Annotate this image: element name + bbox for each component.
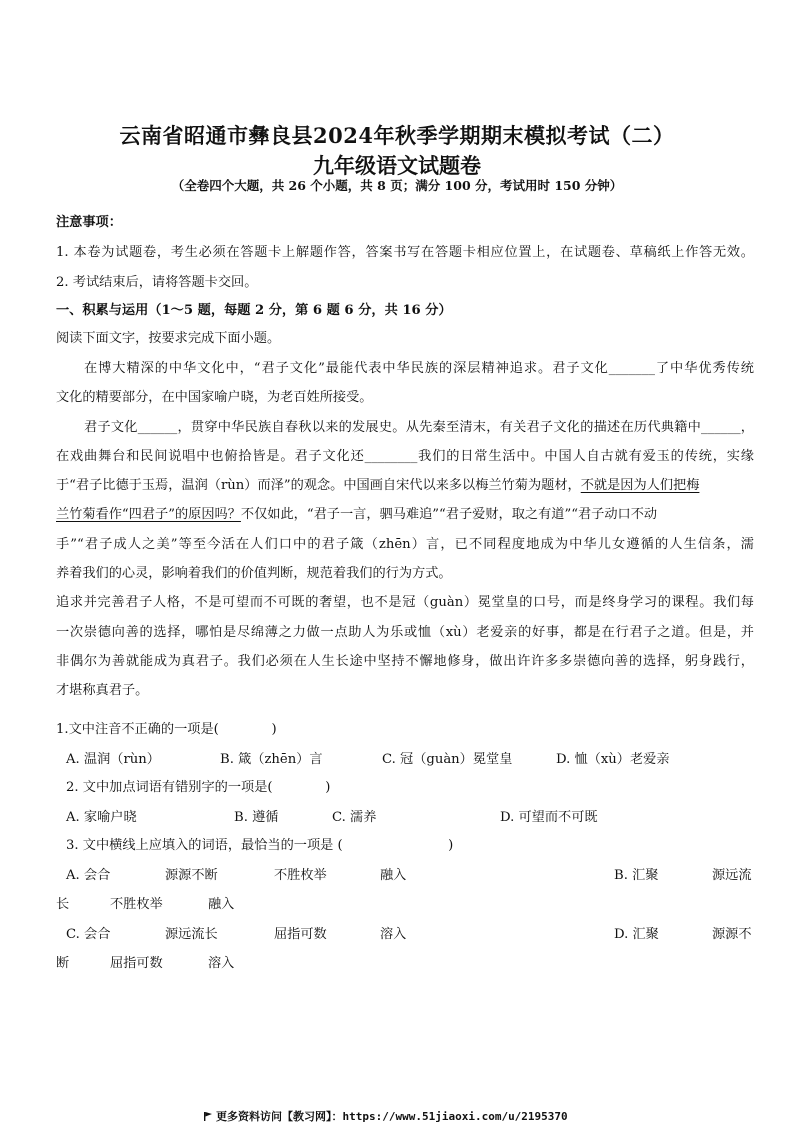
question-2-option-b[interactable]: B. 遵循 (234, 810, 279, 825)
flag-icon (204, 1112, 212, 1121)
underlined-sentence: 兰竹菊看作“四君子”的原因吗？ (56, 507, 241, 522)
question-2-option-c[interactable]: C. 濡养 (332, 810, 377, 825)
exam-title: 云南省昭通市彝良县2024年秋季学期期末模拟考试（二） (119, 123, 675, 148)
notice-item-1: 1. 本卷为试题卷，考生必须在答题卡上解题作答，答案书写在答题卡相应位置上，在试题卷、草稿纸上作答无效。 (56, 245, 754, 260)
question-3-option-a-word: 融入 (380, 868, 407, 883)
exam-subtitle: 九年级语文试题卷 (313, 153, 481, 178)
notice-heading: 注意事项： (56, 215, 122, 230)
question-3-option-c-word: 屈指可数 (274, 927, 327, 942)
question-1-option-c[interactable]: C. 冠（guàn）冕堂皇 (382, 752, 513, 767)
question-3-option-b[interactable]: B. 汇聚 (614, 868, 659, 883)
question-3-option-b-word: 长 (56, 897, 70, 912)
passage-p2-line3 (56, 476, 699, 496)
question-1-stem: 1.文中注音不正确的一项是( ) (56, 722, 277, 737)
passage-p3-line3: 非偶尔为善就能成为真君子。我们必须在人生长途中坚持不懈地修身，做出许许多多崇德向善的选择，躬身践行， (56, 654, 754, 669)
section-heading: 一、积累与运用（1～5 题，每题 2 分，第 6 题 6 分，共 16 分） (56, 303, 452, 318)
footer-link[interactable] (204, 1108, 568, 1124)
question-3-option-c-word: 溶入 (380, 927, 407, 942)
footer-text: 更多资料访问【教习网】：https://www.51jiaoxi.com/u/2195370 (216, 1110, 568, 1123)
question-3-option-d-word: 断 (56, 956, 70, 971)
passage-p3-line2: 一次崇德向善的选择，哪怕是尽绵薄之力做一点助人为乐或恤（xù）老爱亲的好事，都是在行君子之道。但是，并 (56, 625, 754, 640)
passage-p2-line2: 在戏曲舞台和民间说唱中也俯拾皆是。君子文化还________我们的日常生活中。中国人自古就有爱玉的传统，实缘 (56, 449, 754, 464)
passage-p3-line4: 才堪称真君子。 (56, 683, 149, 698)
question-3-option-a-word: 不胜枚举 (274, 868, 327, 883)
question-1-option-d[interactable]: D. 恤（xù）老爱亲 (556, 752, 670, 767)
passage-p2-line5: 手”“君子成人之美”等至今活在人们口中的君子箴（zhēn）言，已不同程度地成为中华儿女遵循的人生信条，濡 (56, 537, 754, 552)
question-2-option-d[interactable]: D. 可望而不可既 (500, 810, 598, 825)
question-3-option-c[interactable]: C. 会合 (66, 927, 111, 942)
question-1-option-b[interactable]: B. 箴（zhēn）言 (220, 752, 323, 767)
reading-instruction: 阅读下面文字，按要求完成下面小题。 (56, 331, 281, 346)
question-3-option-b-word: 融入 (208, 897, 235, 912)
notice-item-2: 2. 考试结束后，请将答题卡交回。 (56, 275, 258, 290)
passage-p1-line2: 文化的精要部分，在中国家喻户晓，为老百姓所接受。 (56, 390, 373, 405)
question-3-option-d-word: 源源不 (712, 927, 752, 942)
question-3-option-a[interactable]: A. 会合 (66, 868, 111, 883)
passage-p2-line4 (56, 505, 657, 525)
passage-p1-line1: 在博大精深的中华文化中，“君子文化”最能代表中华民族的深层精神追求。君子文化_______了中华优秀传统 (84, 361, 754, 376)
question-3-option-a-word: 源源不断 (165, 868, 218, 883)
passage-p2-line1: 君子文化______，贯穿中华民族自春秋以来的发展史。从先秦至清末，有关君子文化的描述在历代典籍中______， (84, 420, 754, 435)
question-3-option-c-word: 源远流长 (165, 927, 218, 942)
question-3-option-b-word: 源远流 (712, 868, 752, 883)
question-3-option-d-word: 屈指可数 (110, 956, 163, 971)
question-3-stem: 3. 文中横线上应填入的词语，最恰当的一项是 ( ) (66, 838, 454, 853)
question-3-option-d[interactable]: D. 汇聚 (614, 927, 659, 942)
passage-p2-line6: 养着我们的心灵，影响着我们的价值判断，规范着我们的行为方式。 (56, 566, 452, 581)
underlined-sentence: 不就是因为人们把梅 (580, 478, 700, 493)
question-2-option-a[interactable]: A. 家喻户晓 (66, 810, 137, 825)
exam-info: （全卷四个大题，共 26 个小题，共 8 页；满分 100 分，考试用时 150 分钟） (171, 178, 623, 193)
passage-p3-line1: 追求并完善君子人格，不是可望而不可既的奢望，也不是冠（guàn）冕堂皇的口号，而是终身学习的课程。我们每 (56, 595, 754, 610)
passage-text: 于“君子比德于玉焉，温润（rùn）而泽”的观念。中国画自宋代以来多以梅兰竹菊为题材， (56, 478, 581, 493)
question-1-option-a[interactable]: A. 温润（rùn） (66, 752, 160, 767)
passage-text: 不仅如此，“君子一言，驷马难追”“君子爱财，取之有道”“君子动口不动 (240, 507, 658, 522)
question-3-option-d-word: 溶入 (208, 956, 235, 971)
question-3-option-b-word: 不胜枚举 (110, 897, 163, 912)
question-2-stem: 2. 文中加点词语有错别字的一项是( ) (66, 780, 331, 795)
